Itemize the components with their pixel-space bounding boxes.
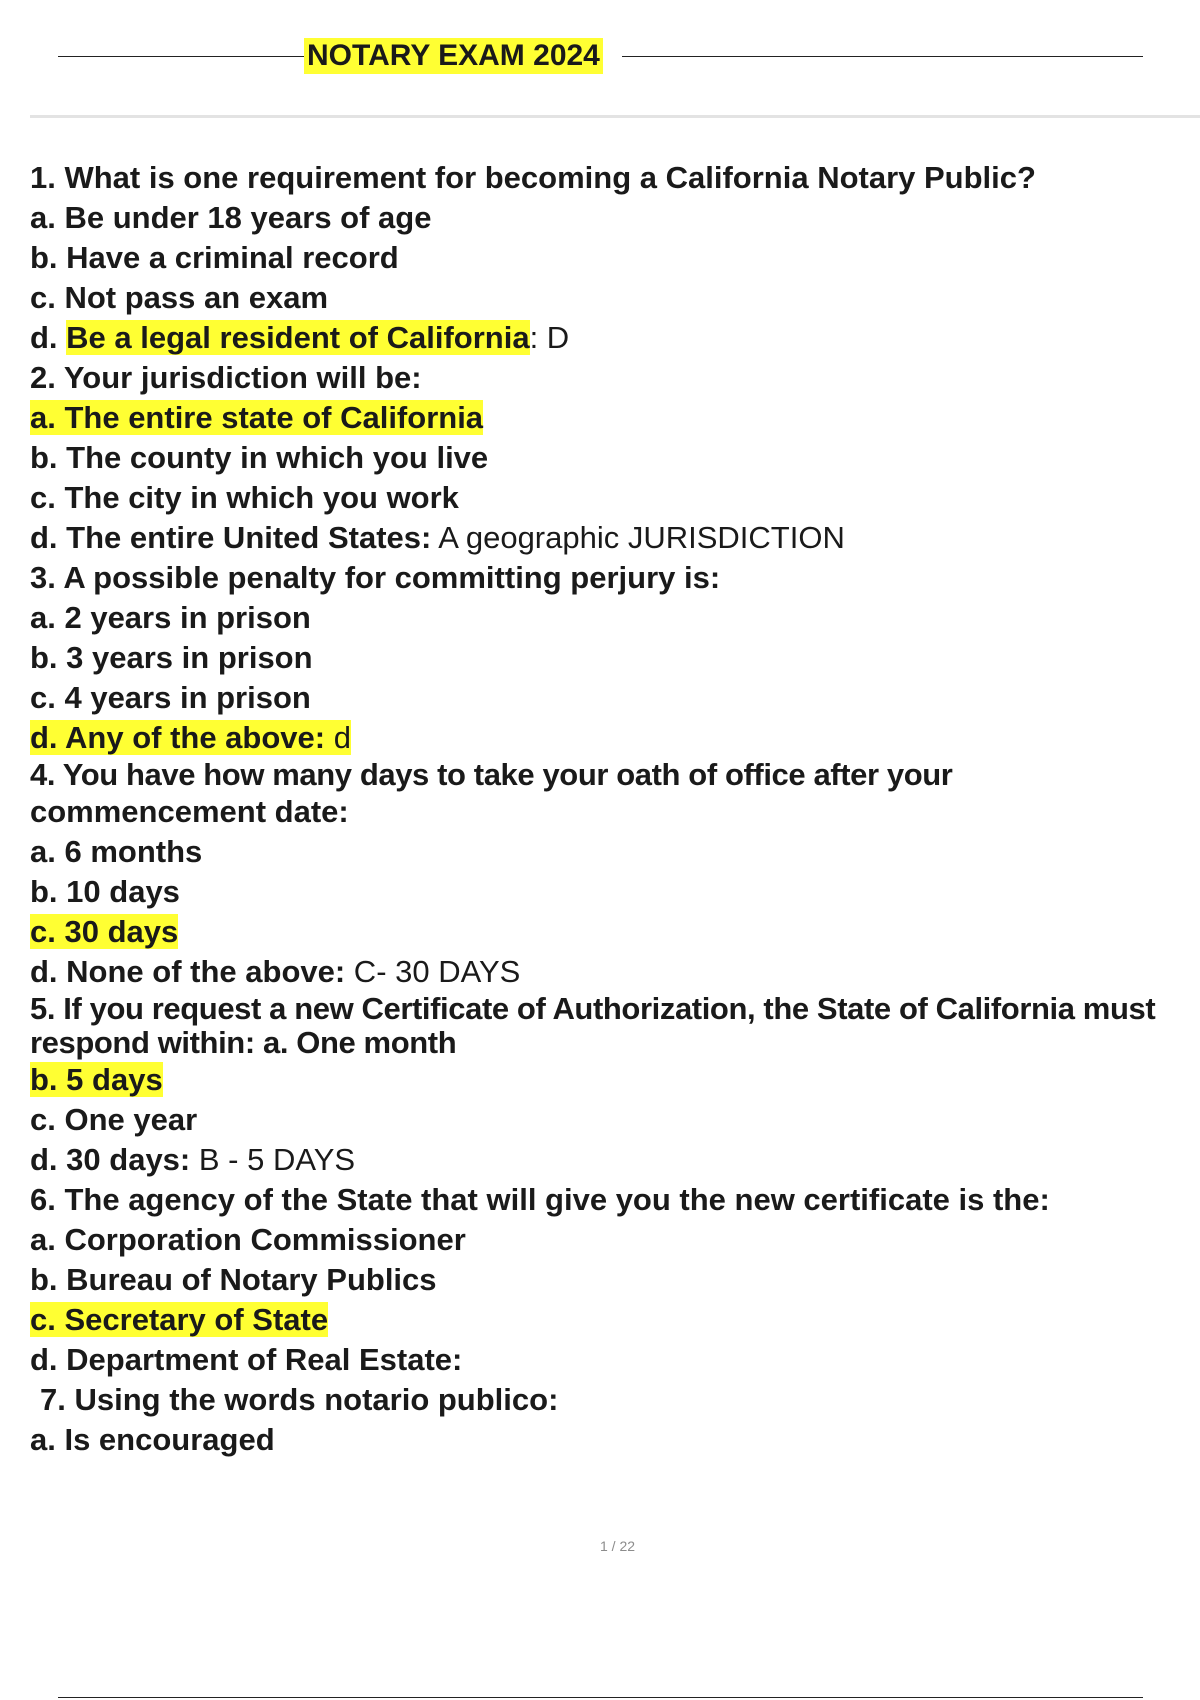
line-lead: d.: [30, 520, 67, 555]
exam-line: [30, 278, 1200, 318]
line-lead: d.: [30, 320, 67, 355]
exam-line: [30, 1100, 1200, 1140]
line-lead: a.: [30, 834, 65, 869]
line-body: [30, 480, 459, 515]
line-body: [30, 1182, 1050, 1217]
line-body: [40, 1382, 558, 1417]
line-body: [30, 720, 351, 755]
exam-questions: [30, 158, 1200, 1460]
line-body: [30, 680, 311, 715]
line-text: 5 days: [66, 1062, 163, 1097]
line-text: None of the above:: [66, 954, 346, 989]
exam-line: [30, 1260, 1200, 1300]
line-body: [30, 640, 313, 675]
exam-line: [30, 1340, 1200, 1380]
line-body: [30, 520, 845, 555]
line-body: [30, 1142, 355, 1177]
line-lead: a.: [30, 1222, 65, 1257]
exam-line: [30, 558, 1200, 598]
line-text: Not pass an exam: [64, 280, 329, 315]
line-text: The agency of the State that will give you the new certificate is the:: [64, 1182, 1050, 1217]
exam-line: [30, 952, 1200, 992]
line-lead: b.: [30, 1262, 67, 1297]
line-text: Be under 18 years of age: [64, 200, 432, 235]
exam-line: [30, 912, 1200, 952]
line-lead: b.: [30, 1062, 67, 1097]
line-body: [30, 200, 431, 235]
exam-line: [30, 1220, 1200, 1260]
exam-line: [30, 398, 1200, 438]
line-body: [30, 1422, 275, 1457]
exam-line: [30, 1420, 1200, 1460]
line-body: [30, 320, 569, 355]
line-lead: 6.: [30, 1182, 65, 1217]
exam-line: [30, 1140, 1200, 1180]
line-text: respond within: a. One month: [30, 1025, 457, 1060]
line-text: commencement date:: [30, 794, 349, 829]
exam-line: [30, 832, 1200, 872]
line-lead: 2.: [30, 360, 64, 395]
line-lead: 5.: [30, 991, 64, 1026]
line-lead: a.: [30, 600, 65, 635]
line-body: [30, 400, 483, 435]
title-rule-right: [622, 56, 1143, 57]
line-text: 30 days:: [66, 1142, 191, 1177]
line-lead: c.: [30, 1102, 65, 1137]
exam-line: [30, 1026, 1200, 1060]
line-text: 30 days: [64, 914, 179, 949]
exam-line: [30, 318, 1200, 358]
line-lead: c.: [30, 1302, 65, 1337]
exam-line: [30, 358, 1200, 398]
line-text: If you request a new Certificate of Authorization, the State of California must: [63, 991, 1156, 1026]
line-lead: c.: [30, 680, 65, 715]
exam-line: [30, 198, 1200, 238]
line-lead: c.: [30, 480, 65, 515]
line-body: [30, 874, 180, 909]
line-body: [30, 1222, 466, 1257]
line-lead: d.: [30, 954, 67, 989]
line-text: Department of Real Estate:: [66, 1342, 463, 1377]
line-text: The entire United States:: [66, 520, 432, 555]
line-body: [30, 1102, 197, 1137]
line-lead: 7.: [40, 1382, 75, 1417]
line-answer: A geographic JURISDICTION: [431, 520, 845, 555]
line-text: One year: [64, 1102, 198, 1137]
exam-line: [30, 238, 1200, 278]
line-lead: 1.: [30, 160, 65, 195]
line-text: The entire state of California: [64, 400, 484, 435]
line-lead: d.: [30, 720, 66, 755]
line-answer: d: [325, 720, 351, 755]
line-body: [30, 560, 720, 595]
line-lead: b.: [30, 874, 67, 909]
line-body: [30, 360, 422, 395]
line-body: [30, 914, 178, 949]
exam-line: [30, 992, 1200, 1026]
line-body: [30, 1262, 437, 1297]
line-body: [30, 991, 1155, 1026]
exam-line: [30, 718, 1200, 758]
line-body: [30, 160, 1036, 195]
exam-line: [30, 478, 1200, 518]
line-text: 4 years in prison: [64, 680, 311, 715]
line-text: 10 days: [66, 874, 180, 909]
line-body: [30, 280, 328, 315]
exam-line: [30, 638, 1200, 678]
exam-line: [30, 678, 1200, 718]
line-text: The city in which you work: [64, 480, 459, 515]
page-indicator: 1 / 22: [599, 1538, 636, 1554]
line-lead: 3.: [30, 560, 64, 595]
line-answer: : D: [529, 320, 570, 355]
exam-line: [30, 872, 1200, 912]
line-lead: b.: [30, 640, 67, 675]
line-text: Using the words notario publico:: [74, 1382, 559, 1417]
line-body: [30, 1302, 328, 1337]
exam-line: [30, 1060, 1200, 1100]
line-body: [30, 757, 952, 792]
line-text: Secretary of State: [64, 1302, 329, 1337]
line-text: 3 years in prison: [66, 640, 313, 675]
line-answer: B - 5 DAYS: [190, 1142, 356, 1177]
title-rule-left: [58, 56, 306, 57]
line-body: [30, 834, 202, 869]
exam-line: [30, 158, 1200, 198]
line-body: [30, 1342, 462, 1377]
line-body: [30, 600, 311, 635]
exam-line: [30, 1300, 1200, 1340]
line-text: Your jurisdiction will be:: [63, 360, 422, 395]
line-body: [30, 954, 520, 989]
line-text: Have a criminal record: [66, 240, 399, 275]
line-text: Corporation Commissioner: [64, 1222, 466, 1257]
exam-line: [30, 1380, 1200, 1420]
line-answer: C- 30 DAYS: [345, 954, 521, 989]
line-text: 2 years in prison: [64, 600, 311, 635]
title-row: [58, 38, 1143, 74]
line-body: [30, 794, 349, 829]
line-text: Be a legal resident of California: [66, 320, 530, 355]
line-text: You have how many days to take your oath of office after your: [62, 757, 953, 792]
exam-line: [30, 792, 1200, 832]
line-text: Any of the above:: [65, 720, 326, 755]
line-text: A possible penalty for committing perjury is:: [63, 560, 721, 595]
page-title: NOTARY EXAM 2024: [304, 38, 603, 74]
line-text: What is one requirement for becoming a California Notary Public?: [64, 160, 1036, 195]
line-lead: d.: [30, 1142, 67, 1177]
header-divider: [30, 115, 1200, 118]
line-text: 6 months: [64, 834, 203, 869]
line-lead: c.: [30, 914, 65, 949]
exam-line: [30, 1180, 1200, 1220]
line-lead: 4.: [30, 757, 63, 792]
line-lead: d.: [30, 1342, 67, 1377]
line-text: Is encouraged: [64, 1422, 275, 1457]
line-body: [30, 1025, 456, 1060]
line-lead: a.: [30, 400, 65, 435]
line-lead: a.: [30, 200, 65, 235]
exam-line: [30, 518, 1200, 558]
line-lead: a.: [30, 1422, 65, 1457]
line-text: Bureau of Notary Publics: [66, 1262, 437, 1297]
line-body: [30, 1062, 163, 1097]
exam-line: [30, 438, 1200, 478]
line-lead: c.: [30, 280, 65, 315]
line-text: The county in which you live: [66, 440, 489, 475]
exam-line: [30, 758, 1200, 792]
line-body: [30, 240, 399, 275]
exam-line: [30, 598, 1200, 638]
footer-rule: [58, 1697, 1143, 1698]
line-body: [30, 440, 488, 475]
line-lead: b.: [30, 240, 67, 275]
line-lead: b.: [30, 440, 67, 475]
